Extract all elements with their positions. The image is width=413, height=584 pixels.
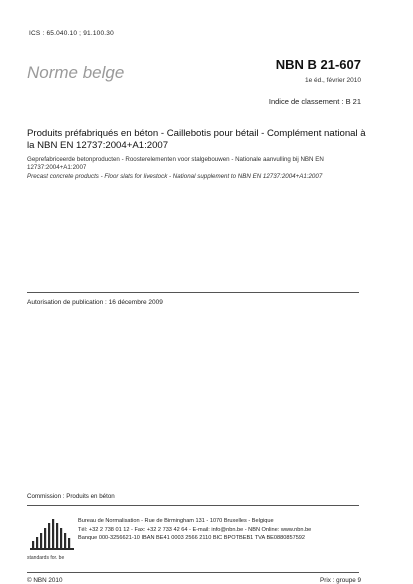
logo-caption: standards for. be xyxy=(27,555,65,561)
copyright: © NBN 2010 xyxy=(27,577,63,584)
document-title-fr: Produits préfabriqués en béton - Caillebotis pour bétail - Complément national à la NBN EN 12737:2004+A1:2007 xyxy=(27,128,366,151)
nbn-logo-icon xyxy=(30,511,74,553)
price-group: Prix : groupe 9 xyxy=(320,577,361,584)
bank-line: Banque 000-3256621-10 IBAN BE41 0003 2566 2110 BIC BPOTBEB1 TVA BE0880857592 xyxy=(78,535,306,541)
contact-line: Tél: +32 2 738 01 12 - Fax: +32 2 733 42 64 - E-mail: info@nbn.be - NBN Online: www.nbn.be xyxy=(78,526,312,533)
divider xyxy=(27,292,359,293)
divider xyxy=(27,505,359,506)
divider xyxy=(27,572,359,573)
standard-number: NBN B 21-607 xyxy=(275,57,361,72)
ics-codes: ICS : 65.040.10 ; 91.100.30 xyxy=(29,30,114,37)
brand-title: Norme belge xyxy=(27,63,125,82)
edition-date: 1e éd., février 2010 xyxy=(304,77,361,84)
classification-index: Indice de classement : B 21 xyxy=(268,97,361,106)
address-line: Bureau de Normalisation - Rue de Birmingham 131 - 1070 Bruxelles - Belgique xyxy=(78,518,274,524)
publication-authorization: Autorisation de publication : 16 décembre 2009 xyxy=(27,299,163,306)
commission-label: Commission : Produits en béton xyxy=(27,493,115,500)
document-title-en: Precast concrete products - Floor slats for livestock - National supplement to NBN EN 12737:2004+A1:2007 xyxy=(27,173,323,180)
document-title-nl: Geprefabriceerde betonproducten - Roosterelementen voor stalgebouwen - Nationale aanvulling bij NBN EN 12737:2004+A1:2007 xyxy=(27,156,324,171)
